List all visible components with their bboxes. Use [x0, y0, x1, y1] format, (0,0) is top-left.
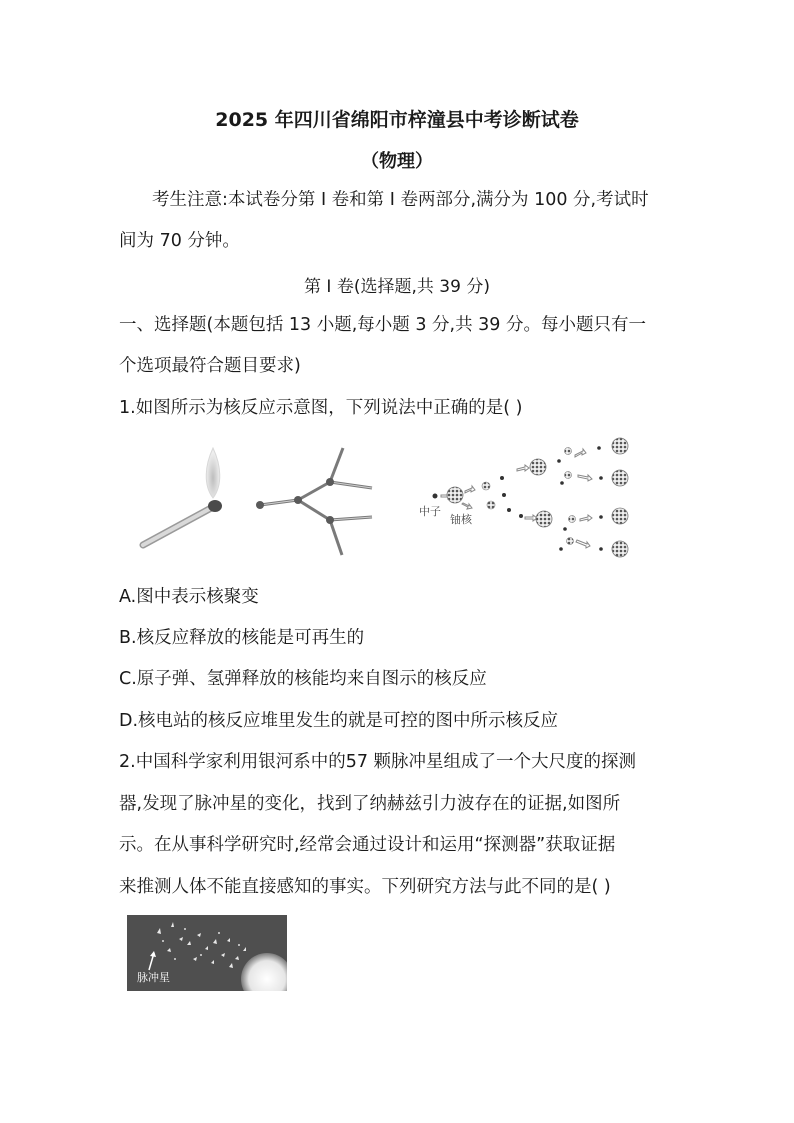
section1-line-2: 个选项最符合题目要求) [119, 356, 301, 376]
q2-stem-line-2: 器,发现了脉冲星的变化，找到了纳赫兹引力波存在的证据,如图所 [119, 794, 621, 814]
q2-stem-line-4: 来推测人体不能直接感知的事实。下列研究方法与此不同的是( ) [119, 877, 611, 897]
q1-option-c: C.原子弹、氢弹释放的核能均来自图示的核反应 [119, 669, 487, 689]
section1-line-1: 一、选择题(本题包括 13 小题,每小题 3 分,共 39 分。每小题只有一 [119, 315, 646, 335]
uranium-label: 铀核 [450, 513, 472, 526]
match-figure [135, 440, 235, 555]
pulsar-figure [127, 915, 287, 991]
q1-stem: 1.如图所示为核反应示意图，下列说法中正确的是( ) [119, 398, 523, 418]
exam-title: 2025 年四川省绵阳市梓潼县中考诊断试卷 [215, 109, 579, 131]
notice-line-1: 考生注意:本试卷分第 I 卷和第 I 卷两部分,满分为 100 分,考试时 [152, 190, 649, 210]
q2-stem-line-1: 2.中国科学家利用银河系中的57 颗脉冲星组成了一个大尺度的探测 [119, 752, 637, 772]
q1-option-b: B.核反应释放的核能是可再生的 [119, 628, 365, 648]
notice-line-2: 间为 70 分钟。 [119, 231, 240, 251]
exam-subject: （物理） [361, 151, 433, 172]
q1-option-d: D.核电站的核反应堆里发生的就是可控的图中所示核反应 [119, 711, 559, 731]
molecule-chain-figure [250, 440, 380, 560]
q1-option-a: A.图中表示核聚变 [119, 587, 259, 607]
pulsar-label: 脉冲星 [137, 971, 170, 984]
q2-stem-line-3: 示。在从事科学研究时,经常会通过设计和运用“探测器”获取证据 [119, 835, 616, 855]
part1-heading: 第 I 卷(选择题,共 39 分) [304, 277, 490, 297]
chain-reaction-figure [415, 433, 645, 563]
neutron-label: 中子 [419, 505, 441, 518]
